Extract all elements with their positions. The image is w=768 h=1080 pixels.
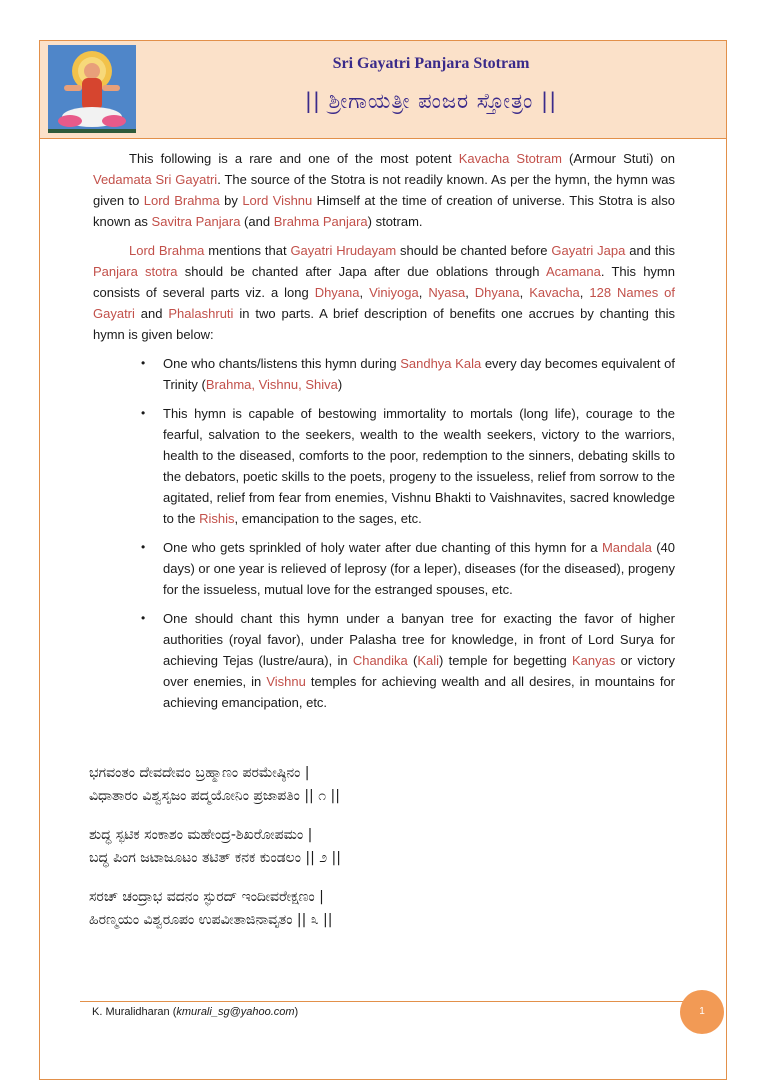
list-item [163, 608, 675, 713]
highlighted-term: Dhyana [474, 285, 520, 300]
list-item [163, 403, 675, 529]
highlighted-term: Chandika [352, 653, 408, 668]
text-run: Himself at the time of creation of universe. This Stotra is also known as [93, 193, 675, 229]
list-item [163, 537, 675, 600]
footer [92, 1006, 298, 1018]
highlighted-term: 128 Names of Gayatri [93, 285, 676, 321]
list-item [163, 353, 675, 395]
highlighted-term: Dhyana [314, 285, 360, 300]
highlighted-term: Brahma, Vishnu, Shiva [205, 377, 338, 392]
text-run: This following is a rare and one of the most potent [129, 151, 459, 166]
highlighted-term: Nyasa [428, 285, 466, 300]
goddess-portrait-image [48, 45, 136, 133]
highlighted-term: Vishnu [266, 674, 306, 689]
highlighted-term: Lord Vishnu [242, 193, 313, 208]
text-run: This hymn is capable of bestowing immortality to mortals (long life), courage to the fearful, salvation to the seekers, wealth to the wealth seekers, victory to the warriors, health to the diseased, comforts to the poor, redemption to the sinners, debating skills to the debators, poetic skills to the poets, progeny to the issueless, relief from sorrow to the agitated, relief from fear from enemies, Vishnu Bhakti to Vaishnavites, sacred knowledge to the [163, 406, 675, 526]
text-run: One should chant this hymn under a banyan tree for exacting the favor of higher authorities (royal favor), under Palasha tree for knowledge, in front of Lord Surya for achieving Tejas (lustre/aura), in [163, 611, 675, 668]
footer-author: K. Muralidharan ( [92, 1006, 177, 1018]
text-run: every day becomes equivalent of Trinity ( [163, 356, 676, 392]
text-run: , emancipation to the sages, etc. [234, 511, 422, 526]
text-run: should be chanted before [396, 243, 552, 258]
text-run: ( [407, 653, 418, 668]
verse-3 [89, 886, 649, 932]
text-run: (and [240, 214, 274, 229]
text-run: ) stotram. [367, 214, 423, 229]
verse-line: ಹಿರಣ್ಮಯಂ ವಿಶ್ವರೂಪಂ ಉಪವೀತಾಜಿನಾವೃತಂ || ೩ || [89, 912, 333, 928]
highlighted-term: Gayatri Hrudayam [290, 243, 397, 258]
highlighted-term: Acamana [545, 264, 601, 279]
highlighted-term: Kavacha [529, 285, 580, 300]
highlighted-term: Lord Brahma [143, 193, 220, 208]
text-run: should be chanted after Japa after due oblations through [177, 264, 546, 279]
verse-line: ಶುದ್ಧ ಸ್ಫಟಿಕ ಸಂಕಾಶಂ ಮಹೇಂದ್ರ-ಶಿಖರೋಪಮಂ | [89, 827, 313, 843]
page-title-kannada: || ಶ್ರೀಗಾಯತ್ರೀ ಪಂಜರ ಸ್ತೋತ್ರಂ || [304, 89, 558, 113]
document-body [93, 148, 675, 721]
highlighted-term: Vedamata Sri Gayatri [93, 172, 218, 187]
text-run: One who gets sprinkled of holy water after due chanting of this hymn for a [163, 540, 602, 555]
highlighted-term: Mandala [601, 540, 652, 555]
benefits-list [93, 353, 675, 713]
highlighted-term: Panjara stotra [93, 264, 178, 279]
text-run: and [134, 306, 169, 321]
text-run: , [579, 285, 590, 300]
text-run: mentions that [204, 243, 291, 258]
text-run: by [219, 193, 243, 208]
verse-line: ವಿಧಾತಾರಂ ವಿಶ್ವಸೃಜಂ ಪದ್ಮಯೋನಿಂ ಪ್ರಜಾಪತಿಂ || ೧ || [89, 788, 340, 804]
text-run: ) temple for begetting [439, 653, 573, 668]
text-run: , [418, 285, 429, 300]
text-run: or victory over enemies, in [163, 653, 675, 689]
text-run: and this [625, 243, 676, 258]
highlighted-term: Gayatri Japa [551, 243, 626, 258]
page-number-badge: 1 [680, 990, 724, 1034]
intro-paragraph-2 [93, 240, 675, 345]
footer-email: kmurali_sg@yahoo.com [176, 1006, 295, 1018]
text-run: , [359, 285, 370, 300]
verses-block [89, 762, 649, 948]
page-title: Sri Gayatri Panjara Stotram [332, 55, 530, 72]
text-run: . This hymn consists of several parts viz. a long [93, 264, 675, 300]
verse-1 [89, 762, 649, 808]
highlighted-term: Viniyoga [369, 285, 419, 300]
text-run: . The source of the Stotra is not readily known. As per the hymn, the hymn was given to [93, 172, 675, 208]
text-run: ) [337, 377, 343, 392]
text-run: (40 days) or one year is relieved of leprosy (for a leper), diseases (for the diseased), progeny for the issueless, mutual love for the estranged spouses, etc. [163, 540, 675, 597]
highlighted-term: Sandhya Kala [400, 356, 482, 371]
highlighted-term: Brahma Panjara [273, 214, 368, 229]
header-banner [40, 41, 726, 139]
verse-line: ಬದ್ಧ ಪಿಂಗ ಜಟಾಜೂಟಂ ತಟಿತ್ ಕನಕ ಕುಂಡಲಂ || ೨ || [89, 850, 341, 866]
highlighted-term: Kanyas [572, 653, 616, 668]
highlighted-term: Savitra Panjara [151, 214, 241, 229]
highlighted-term: Lord Brahma [129, 243, 205, 258]
text-run: (Armour Stuti) on [561, 151, 676, 166]
footer-divider [80, 1001, 710, 1002]
highlighted-term: Kavacha Stotram [458, 151, 562, 166]
footer-close: ) [294, 1006, 299, 1018]
text-run: , [465, 285, 475, 300]
verse-line: ಭಗವಂತಂ ದೇವದೇವಂ ಬ್ರಹ್ಮಾಣಂ ಪರಮೇಷ್ಠಿನಂ | [89, 765, 310, 781]
verse-line: ಸರಚ್ ಚಂದ್ರಾಭ ವದನಂ ಸ್ಫುರದ್ ಇಂದೀವರೇಕ್ಷಣಂ | [89, 889, 324, 905]
highlighted-term: Phalashruti [168, 306, 234, 321]
intro-paragraph-1 [93, 148, 675, 232]
verse-2 [89, 824, 649, 870]
text-run: in two parts. A brief description of benefits one accrues by chanting this hymn is given below: [93, 306, 675, 342]
text-run: , [519, 285, 530, 300]
highlighted-term: Rishis [199, 511, 235, 526]
highlighted-term: Kali [417, 653, 440, 668]
text-run: temples for achieving wealth and all desires, in mountains for achieving emancipation, etc. [163, 674, 675, 710]
text-run: One who chants/listens this hymn during [163, 356, 401, 371]
